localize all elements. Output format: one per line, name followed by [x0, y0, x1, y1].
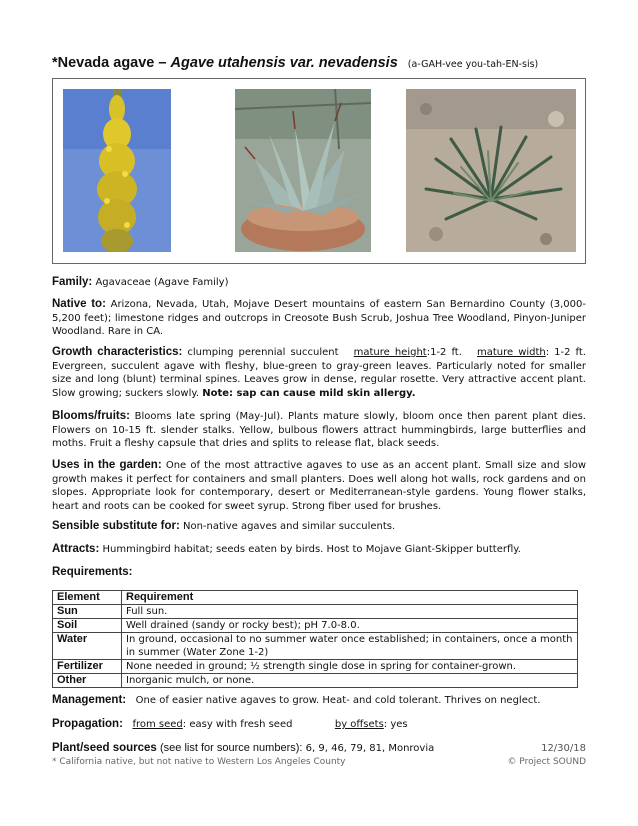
wild-agave-photo — [406, 89, 576, 252]
footer-note: * California native, but not native to Western Los Angeles County — [52, 757, 346, 767]
sources-text: 6, 9, 46, 79, 81, Monrovia — [305, 743, 435, 754]
page-title — [52, 52, 586, 71]
growth-text: Evergreen, succulent agave with fleshy, blue-green to gray-green leaves. Particularly noted for smaller size and long (blunt) terminal spines. Leaves grow in dense, regular rosette. Very attractive accent plant. Slow growing; suckers slowly. — [52, 360, 586, 399]
uses-label: Uses in the garden: — [52, 459, 162, 471]
mature-width-value: : 1-2 ft. — [545, 347, 586, 358]
pronunciation: (a-GAH-vee you-tah-EN-sis) — [407, 59, 539, 70]
uses-section — [52, 459, 586, 513]
element-cell: Other — [53, 674, 122, 688]
family-text: Agavaceae (Agave Family) — [95, 277, 229, 288]
table-header-row — [53, 591, 578, 605]
by-offsets-label: by offsets — [334, 719, 384, 730]
sources-note: (see list for source numbers): — [160, 742, 303, 754]
element-cell: Sun — [53, 605, 122, 619]
management-section — [52, 694, 586, 708]
table-row — [53, 660, 578, 674]
element-column-header: Element — [53, 591, 122, 605]
table-row — [53, 605, 578, 619]
requirement-cell: Full sun. — [122, 605, 578, 619]
requirement-cell: None needed in ground; ½ strength single dose in spring for container-grown. — [122, 660, 578, 674]
substitute-section — [52, 520, 586, 534]
native-section — [52, 298, 586, 339]
blooms-label: Blooms/fruits: — [52, 410, 130, 422]
table-row — [53, 619, 578, 633]
mature-height-label: mature height — [353, 347, 427, 358]
management-label: Management: — [52, 694, 127, 706]
by-offsets-text: : yes — [383, 719, 408, 730]
requirements-heading — [52, 566, 586, 580]
substitute-label: Sensible substitute for: — [52, 520, 180, 532]
growth-label: Growth characteristics: — [52, 346, 183, 358]
family-label: Family: — [52, 276, 93, 288]
from-seed-label: from seed — [132, 719, 183, 730]
requirement-cell: Inorganic mulch, or none. — [122, 674, 578, 688]
uses-text: One of the most attractive agaves to use as an accent plant. Small size and slow growth makes it perfect for containers and small planters. Does well along hot walls, rock gardens and on slopes. Appropriate look for contemporary, desert or Mediterranean-style gardens. Young flower stalks, heart and roots can be cooked for sweet syrup. Strong fiber used for brushes. — [52, 460, 586, 512]
family-section — [52, 276, 586, 290]
native-label: Native to: — [52, 298, 106, 310]
element-cell: Soil — [53, 619, 122, 633]
requirement-cell: In ground, occasional to no summer water once established; in containers, once a month in summer (Water Zone 1-2) — [122, 633, 578, 660]
requirement-cell: Well drained (sandy or rocky best); pH 7.0-8.0. — [122, 619, 578, 633]
requirements-label: Requirements: — [52, 566, 133, 578]
attracts-label: Attracts: — [52, 543, 100, 555]
footer — [52, 757, 586, 767]
scientific-name: Agave utahensis var. nevadensis — [170, 55, 398, 71]
sources-section — [52, 742, 586, 756]
title-dash: – — [154, 55, 171, 71]
growth-intro: clumping perennial succulent — [187, 347, 339, 358]
element-cell: Water — [53, 633, 122, 660]
sap-note: Note: sap can cause mild skin allergy. — [202, 387, 416, 399]
potted-agave-photo — [235, 89, 371, 252]
table-row — [53, 633, 578, 660]
common-name: *Nevada agave — [52, 55, 155, 71]
attracts-section — [52, 543, 586, 557]
management-text: One of easier native agaves to grow. Heat- and cold tolerant. Thrives on neglect. — [135, 695, 541, 706]
propagation-section — [52, 718, 586, 732]
mature-height-value: :1-2 ft. — [426, 347, 462, 358]
table-row — [53, 674, 578, 688]
growth-section — [52, 346, 586, 400]
sources-label: Plant/seed sources — [52, 742, 157, 754]
sheet-date: 12/30/18 — [541, 743, 586, 754]
mature-width-label: mature width — [477, 347, 546, 358]
photo-gallery — [52, 78, 586, 264]
from-seed-text: : easy with fresh seed — [182, 719, 293, 730]
substitute-text: Non-native agaves and similar succulents. — [182, 521, 396, 532]
attracts-text: Hummingbird habitat; seeds eaten by birds. Host to Mojave Giant-Skipper butterfly. — [102, 544, 521, 555]
copyright: © Project SOUND — [507, 757, 586, 767]
propagation-label: Propagation: — [52, 718, 123, 730]
flower-spike-photo — [63, 89, 171, 252]
element-cell: Fertilizer — [53, 660, 122, 674]
requirement-column-header: Requirement — [122, 591, 578, 605]
blooms-text: Blooms late spring (May-Jul). Plants mature slowly, bloom once then parent plant dies. Flowers on 10-15 ft. slender stalks. Yellow, bulbous flowers attract hummingbirds, large butterflies and moths. Fruit a fleshy capsule that dries and splits to release flat, black seeds. — [52, 411, 586, 449]
requirements-table — [52, 590, 578, 688]
blooms-section — [52, 410, 586, 451]
native-text: Arizona, Nevada, Utah, Mojave Desert mountains of eastern San Bernardino County (3,000-5,200 feet); limestone ridges and outcrops in Creosote Bush Scrub, Joshua Tree Woodland, Pinyon-Juniper Woodland. Rare in CA. — [52, 299, 586, 337]
